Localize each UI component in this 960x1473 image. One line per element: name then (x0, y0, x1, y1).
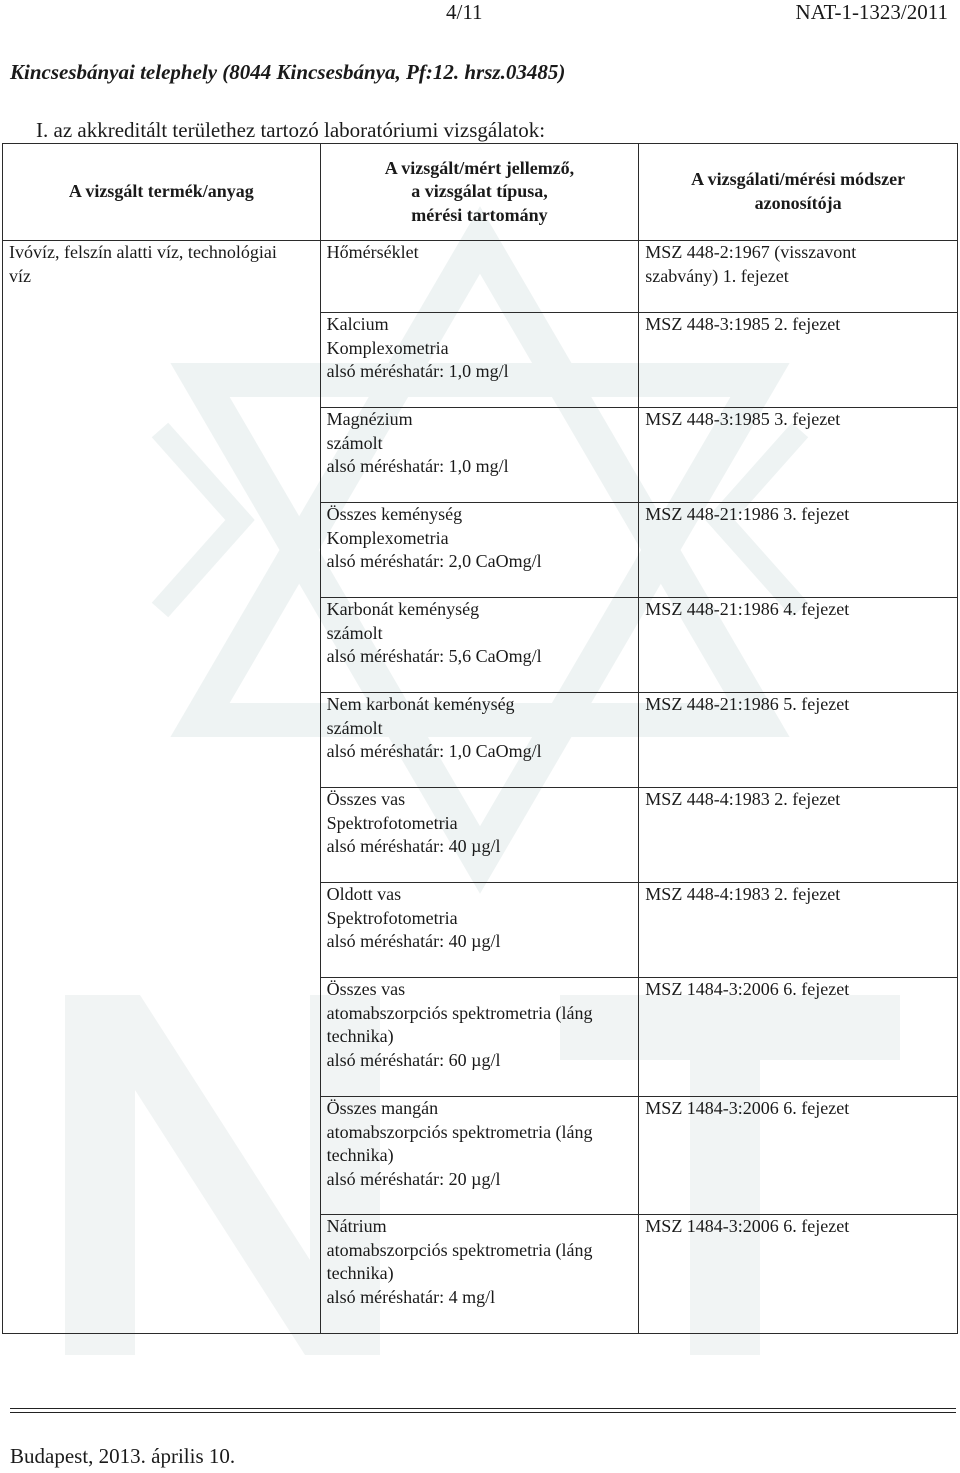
parameter-cell: Nem karbonát keménység számolt alsó méréshatár: 1,0 CaOmg/l (320, 693, 639, 788)
method-cell: MSZ 1484-3:2006 6. fejezet (639, 978, 958, 1097)
method-cell: MSZ 448-21:1986 5. fejezet (639, 693, 958, 788)
method-cell: MSZ 448-3:1985 3. fejezet (639, 408, 958, 503)
method-cell: MSZ 448-4:1983 2. fejezet (639, 883, 958, 978)
footer-date: Budapest, 2013. április 10. (10, 1444, 236, 1468)
header-parameter: A vizsgált/mért jellemző, a vizsgálat típusa, mérési tartomány (320, 144, 639, 241)
method-cell: MSZ 1484-3:2006 6. fejezet (639, 1097, 958, 1215)
parameter-cell: Összes mangán atomabszorpciós spektrometria (láng technika) alsó méréshatár: 20 µg/l (320, 1097, 639, 1215)
parameter-cell: Magnézium számolt alsó méréshatár: 1,0 mg/l (320, 408, 639, 503)
parameter-cell: Kalcium Komplexometria alsó méréshatár: 1,0 mg/l (320, 313, 639, 408)
parameter-cell: Hőmérséklet (320, 241, 639, 313)
parameter-cell: Összes keménység Komplexometria alsó méréshatár: 2,0 CaOmg/l (320, 503, 639, 598)
footer-divider (10, 1408, 956, 1409)
table-row (3, 241, 958, 313)
document-code: NAT-1-1323/2011 (795, 0, 948, 24)
parameter-cell: Összes vas atomabszorpciós spektrometria (láng technika) alsó méréshatár: 60 µg/l (320, 978, 639, 1097)
site-title: Kincsesbányai telephely (8044 Kincsesbánya, Pf:12. hrsz.03485) (10, 60, 566, 84)
parameter-cell: Nátrium atomabszorpciós spektrometria (láng technika) alsó méréshatár: 4 mg/l (320, 1215, 639, 1334)
footer-divider (10, 1412, 956, 1413)
method-cell: MSZ 448-21:1986 4. fejezet (639, 598, 958, 693)
parameter-cell: Karbonát keménység számolt alsó méréshatár: 5,6 CaOmg/l (320, 598, 639, 693)
parameter-cell: Oldott vas Spektrofotometria alsó méréshatár: 40 µg/l (320, 883, 639, 978)
header-material: A vizsgált termék/anyag (3, 144, 321, 241)
parameter-cell: Összes vas Spektrofotometria alsó méréshatár: 40 µg/l (320, 788, 639, 883)
tests-table (2, 143, 958, 1334)
method-cell: MSZ 448-21:1986 3. fejezet (639, 503, 958, 598)
method-cell: MSZ 448-3:1985 2. fejezet (639, 313, 958, 408)
method-cell: MSZ 448-4:1983 2. fejezet (639, 788, 958, 883)
method-cell: MSZ 1484-3:2006 6. fejezet (639, 1215, 958, 1334)
section-title: I. az akkreditált területhez tartozó laboratóriumi vizsgálatok: (36, 118, 546, 142)
method-cell: MSZ 448-2:1967 (visszavont szabvány) 1. fejezet (639, 241, 958, 313)
material-cell: Ivóvíz, felszín alatti víz, technológiai víz (3, 241, 321, 1334)
table-header-row (3, 144, 958, 241)
header-method: A vizsgálati/mérési módszer azonosítója (639, 144, 958, 241)
page-number: 4/11 (446, 0, 483, 24)
